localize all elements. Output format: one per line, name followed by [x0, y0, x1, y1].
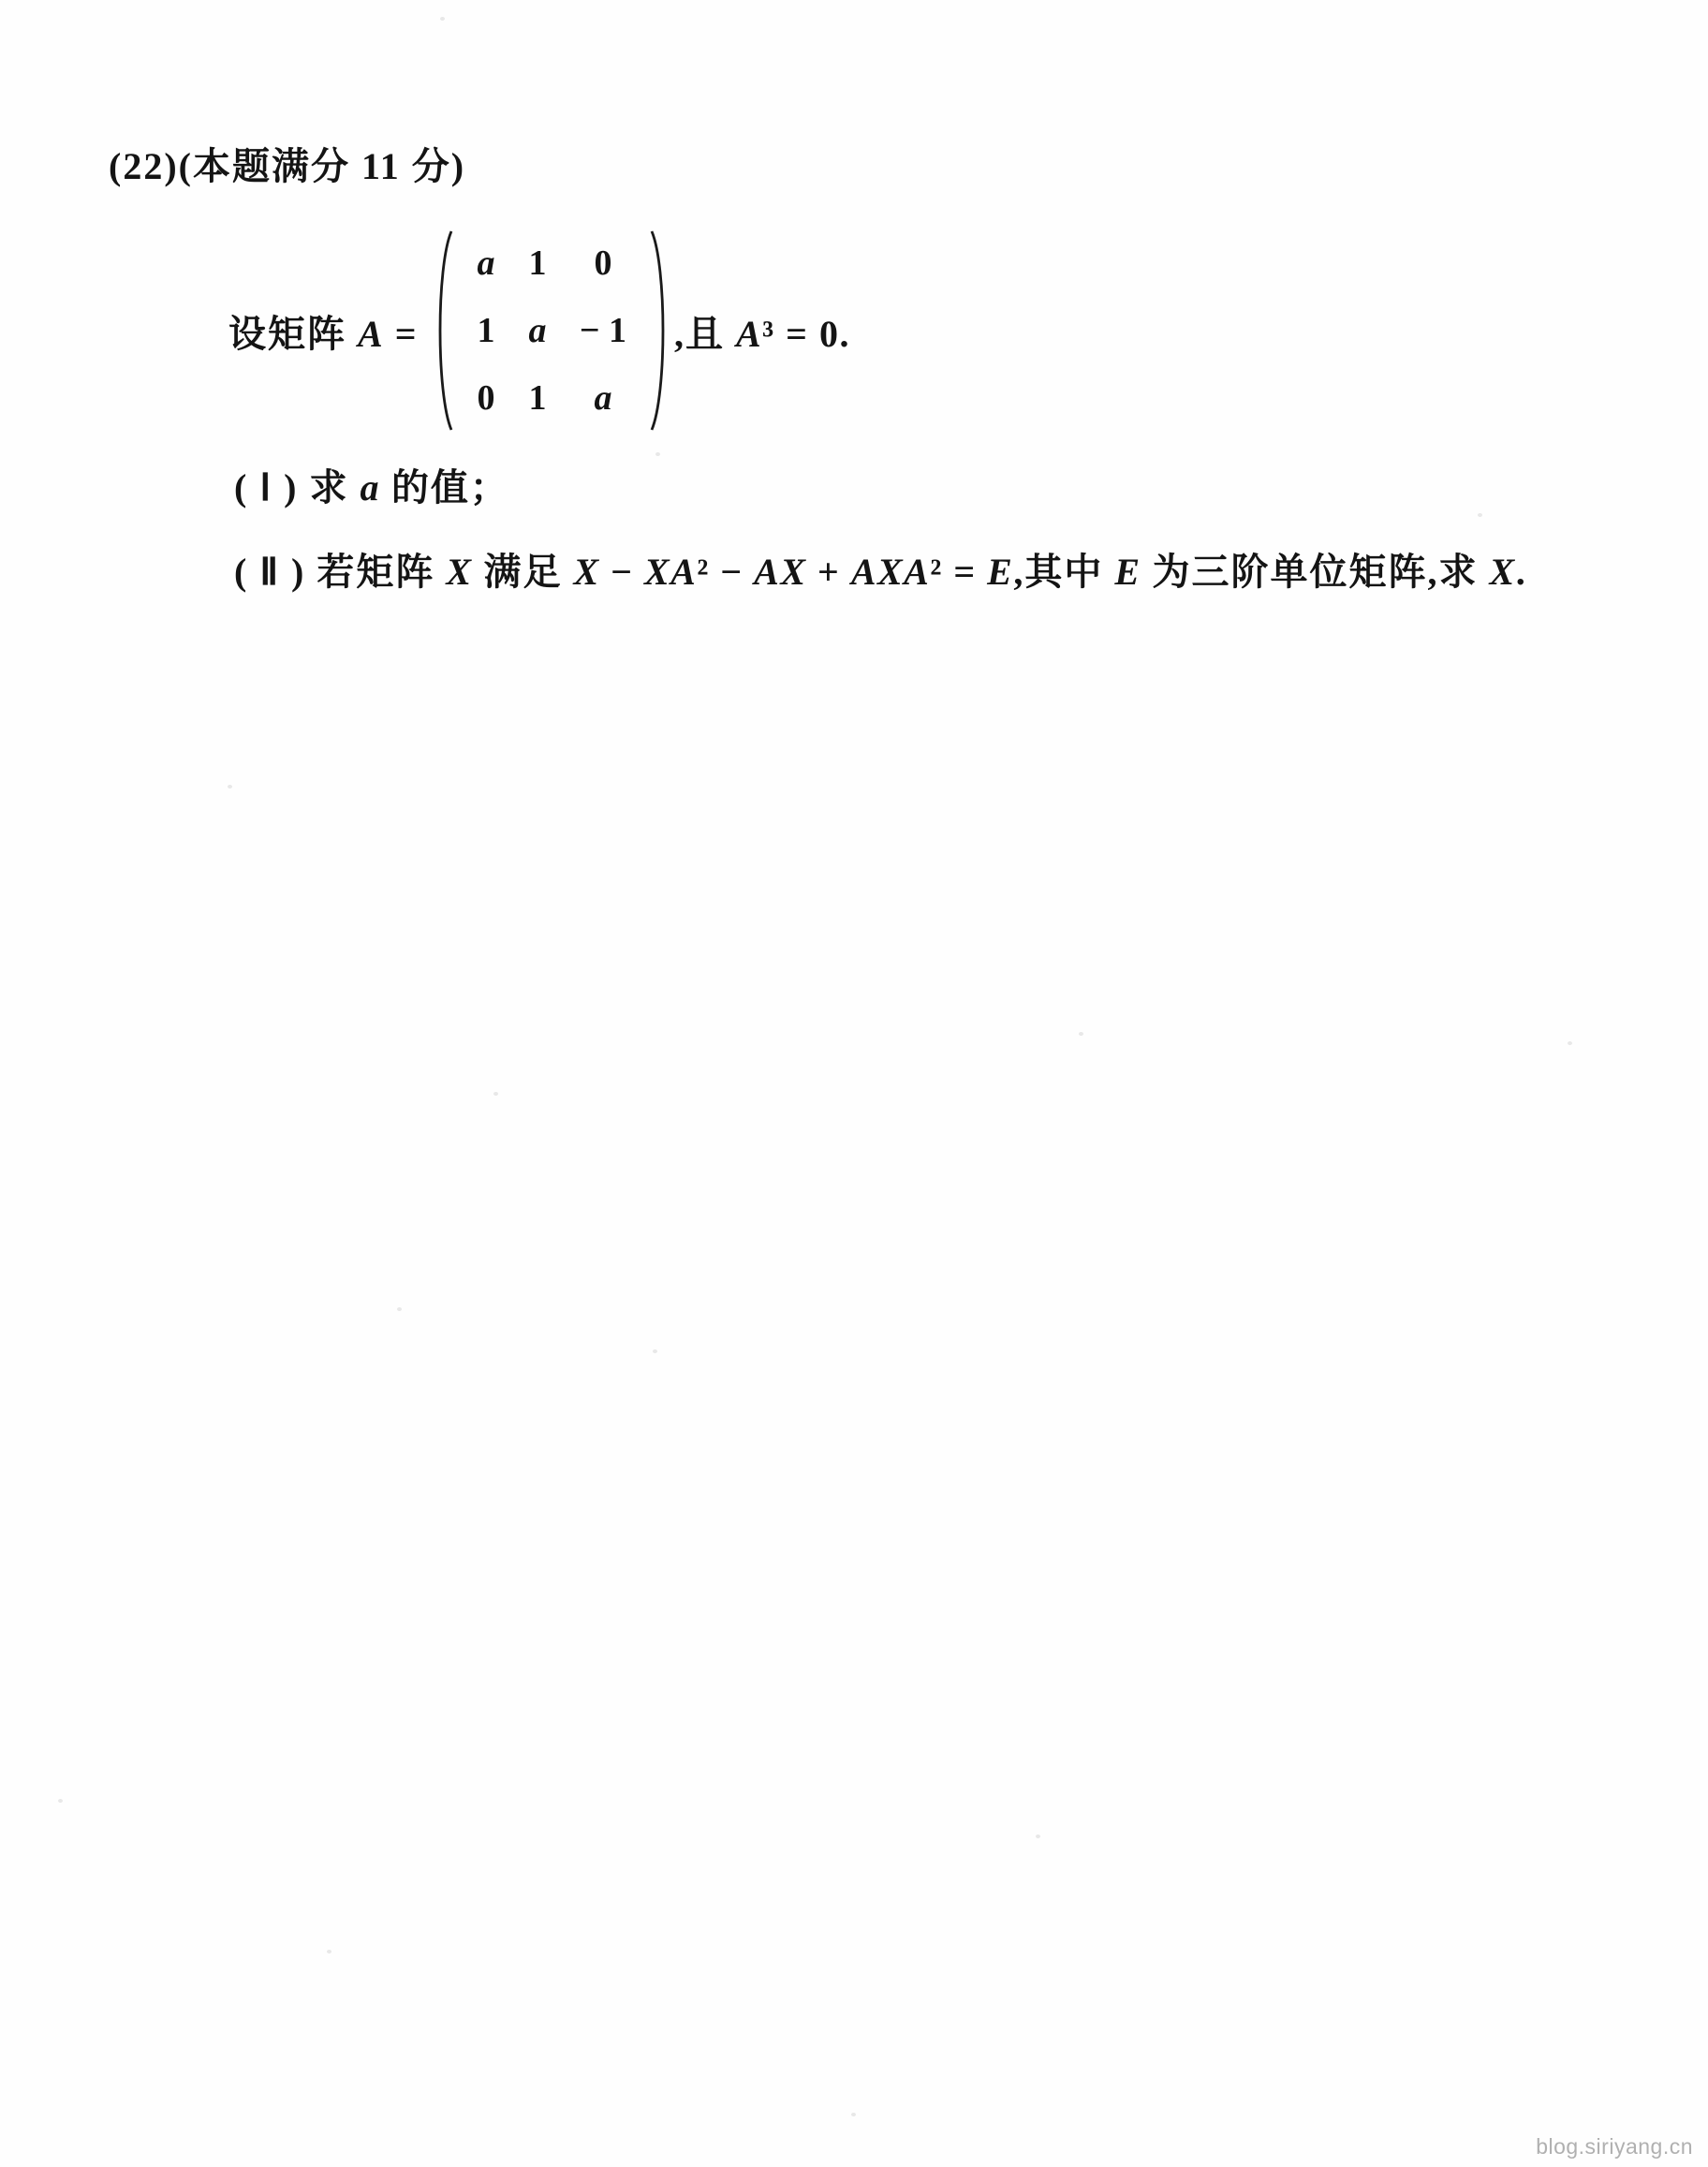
matrix-statement-suffix: [674, 304, 850, 358]
text-segment: =: [942, 551, 988, 593]
matrix-cell: 0: [477, 378, 495, 418]
scan-speck: [653, 1349, 657, 1353]
text-segment: .: [839, 312, 850, 355]
scan-speck: [397, 1307, 402, 1311]
scan-speck: [58, 1799, 63, 1803]
text-segment: 为三阶单位矩阵,求: [1141, 551, 1490, 593]
text-segment: ( Ⅱ ) 若矩阵: [234, 551, 447, 593]
text-segment: −: [709, 551, 755, 593]
matrix-statement-prefix: [228, 304, 418, 358]
scan-speck: [228, 785, 232, 789]
text-segment: .: [1515, 551, 1527, 593]
matrix-cell: − 1: [579, 311, 627, 350]
text-segment: ( Ⅰ ) 求: [234, 466, 361, 509]
text-segment: ²: [930, 551, 943, 593]
left-paren-icon: [431, 228, 455, 434]
text-segment: X: [573, 551, 600, 593]
scan-speck: [327, 1950, 331, 1953]
scan-speck: [1079, 1032, 1083, 1036]
text-segment: ²: [697, 551, 710, 593]
scan-speck: [493, 1092, 498, 1096]
scan-speck: [851, 2113, 856, 2116]
matrix-cell: 1: [528, 378, 547, 418]
scan-speck: [1036, 1835, 1040, 1838]
scan-speck: [1568, 1041, 1572, 1045]
matrix-cell: 1: [477, 311, 495, 350]
text-segment: A: [358, 312, 385, 355]
text-segment: E: [1114, 551, 1141, 593]
matrix-cell: 0: [594, 243, 612, 283]
text-segment: =: [774, 312, 819, 355]
text-segment: +: [806, 551, 851, 593]
text-segment: ,其中: [1013, 551, 1115, 593]
watermark-url: blog.siriyang.cn: [1536, 2134, 1693, 2159]
text-segment: AX: [754, 551, 807, 593]
text-segment: E: [987, 551, 1014, 593]
matrix-statement: [228, 227, 850, 435]
text-segment: 的值；: [379, 466, 509, 509]
text-segment: X: [1489, 551, 1516, 593]
part-1-question: [234, 466, 509, 509]
scan-speck: [655, 452, 660, 456]
text-segment: 0: [818, 312, 840, 355]
matrix-grid: [455, 229, 648, 432]
right-paren-icon: [648, 228, 672, 434]
matrix-cell: a: [477, 243, 495, 283]
problem-heading: [109, 145, 465, 188]
text-segment: 满足: [472, 551, 574, 593]
scan-speck: [440, 17, 445, 21]
scan-speck: [1478, 513, 1482, 517]
text-segment: =: [384, 312, 418, 355]
text-segment: A: [735, 312, 763, 355]
matrix-cell: 1: [528, 243, 547, 283]
text-segment: AXA: [850, 551, 931, 593]
text-segment: a: [360, 466, 380, 509]
text-segment: −: [599, 551, 644, 593]
text-segment: ³: [762, 312, 775, 355]
text-segment: XA: [644, 551, 698, 593]
matrix-cell: a: [594, 378, 612, 418]
text-segment: ,且: [673, 312, 736, 355]
matrix-cell: a: [528, 311, 547, 350]
text-segment: 设矩阵: [228, 312, 358, 355]
text-segment: (22)(本题满分 11 分): [109, 145, 466, 187]
matrix-A: [431, 228, 672, 434]
part-2-question: [234, 551, 1526, 594]
text-segment: X: [446, 551, 473, 593]
